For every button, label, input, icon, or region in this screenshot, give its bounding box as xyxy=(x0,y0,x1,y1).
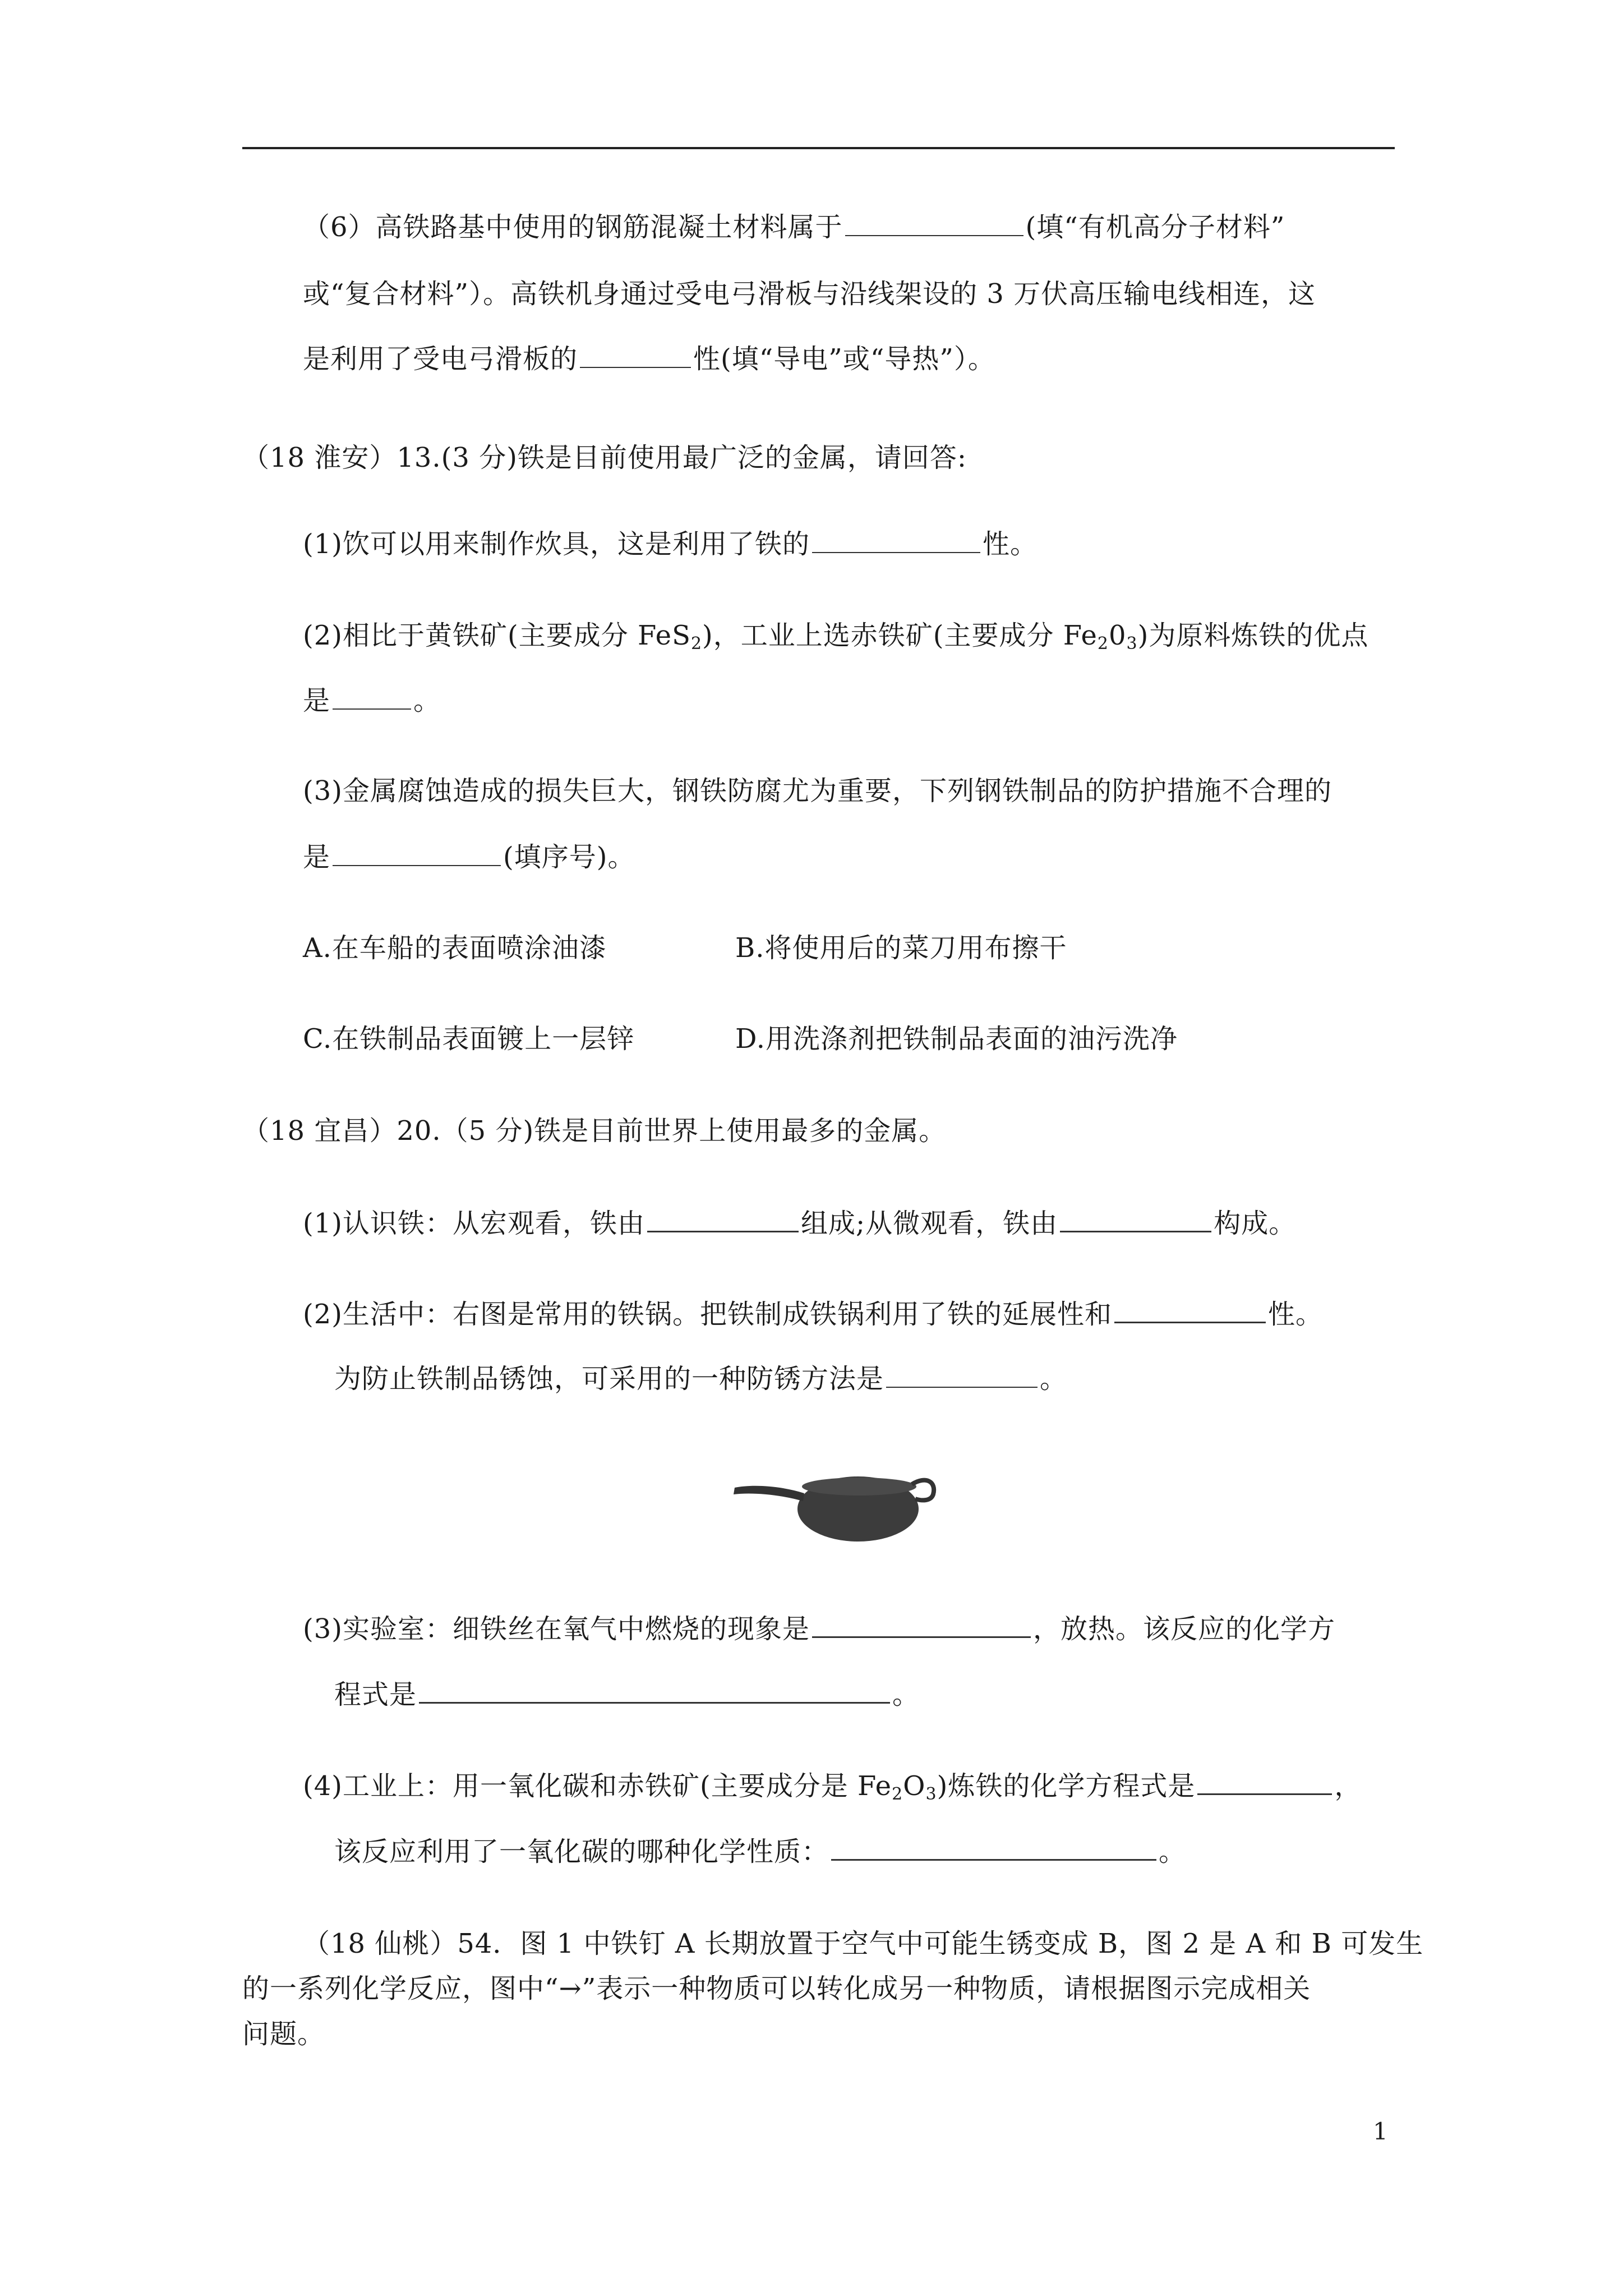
answer-blank[interactable] xyxy=(812,527,980,553)
q20-part-3-line-2: 程式是 。 xyxy=(334,1677,920,1711)
answer-blank[interactable] xyxy=(831,1834,1156,1861)
answer-blank[interactable] xyxy=(333,840,501,866)
q54-line-2: 的一系列化学反应，图中“→”表示一种物质可以转化成另一种物质，请根据图示完成相关 xyxy=(242,1973,1311,2004)
answer-blank[interactable] xyxy=(647,1206,799,1232)
q13-part-3-line-2: 是 (填序号)。 xyxy=(303,841,635,873)
answer-blank[interactable] xyxy=(1060,1206,1211,1232)
header-rule xyxy=(242,147,1395,149)
q13-part-1: (1)饮可以用来制作炊具，这是利用了铁的 性。 xyxy=(303,528,1038,560)
q20-part-1: (1)认识铁：从宏观看，铁由 组成;从微观看，铁由 构成。 xyxy=(303,1206,1296,1240)
q20-part-2: (2)生活中：右图是常用的铁锅。把铁制成铁锅利用了铁的延展性和 性。 xyxy=(303,1297,1323,1331)
q13-option-c: C.在铁制品表面镀上一层锌 xyxy=(303,1023,635,1055)
q13-part-2: (2)相比于黄铁矿(主要成分 FeS$_2$)，工业上选赤铁矿(主要成分 $Fe_20_3$)为原料炼铁的优点 xyxy=(303,620,1369,654)
q20-part-4: (4)工业上：用一氧化碳和赤铁矿(主要成分是 $Fe_2O_3$)炼铁的化学方程式是 ， xyxy=(303,1769,1362,1803)
answer-blank[interactable] xyxy=(845,210,1023,236)
q13-option-b: B.将使用后的菜刀用布擦干 xyxy=(735,932,1067,964)
answer-blank[interactable] xyxy=(580,342,691,368)
answer-blank[interactable] xyxy=(812,1612,1031,1638)
answer-blank[interactable] xyxy=(1114,1297,1266,1323)
q13-header: （18 淮安）13.(3 分)铁是目前使用最广泛的金属，请回答: xyxy=(242,442,967,473)
q13-option-a: A.在车船的表面喷涂油漆 xyxy=(303,932,607,964)
answer-blank[interactable] xyxy=(1197,1769,1332,1795)
q6-line-1: （6）高铁路基中使用的钢筋混凝土材料属于 (填“有机高分子材料” xyxy=(303,211,1285,243)
wok-icon xyxy=(729,1447,965,1559)
q20-part-4-line-2: 该反应利用了一氧化碳的哪种化学性质： 。 xyxy=(334,1834,1186,1869)
q20-part-2-line-2: 为防止铁制品锈蚀，可采用的一种防锈方法是 。 xyxy=(334,1363,1068,1395)
q54-line-3: 问题。 xyxy=(242,2018,325,2050)
q13-part-3: (3)金属腐蚀造成的损失巨大，钢铁防腐尤为重要，下列钢铁制品的防护措施不合理的 xyxy=(303,775,1332,807)
q20-header: （18 宜昌）20.（5 分)铁是目前世界上使用最多的金属。 xyxy=(242,1115,947,1147)
answer-blank[interactable] xyxy=(333,684,411,710)
answer-blank[interactable] xyxy=(419,1677,890,1704)
answer-blank[interactable] xyxy=(886,1362,1038,1388)
q13-part-2-line-2: 是 。 xyxy=(303,685,441,716)
q13-option-d: D.用洗涤剂把铁制品表面的油污洗净 xyxy=(735,1023,1178,1055)
q6-line-2: 或“复合材料”）。高铁机身通过受电弓滑板与沿线架设的 3 万伏高压输电线相连，这 xyxy=(303,278,1316,310)
page-number: 1 xyxy=(1373,2118,1388,2145)
q6-line-3: 是利用了受电弓滑板的 性(填“导电”或“导热”）。 xyxy=(303,343,995,375)
q20-part-3: (3)实验室：细铁丝在氧气中燃烧的现象是 ，放热。该反应的化学方 xyxy=(303,1612,1335,1646)
q54-line-1: （18 仙桃）54．图 1 中铁钉 A 长期放置于空气中可能生锈变成 B，图 2 是 A 和 B 可发生 xyxy=(303,1928,1424,1959)
